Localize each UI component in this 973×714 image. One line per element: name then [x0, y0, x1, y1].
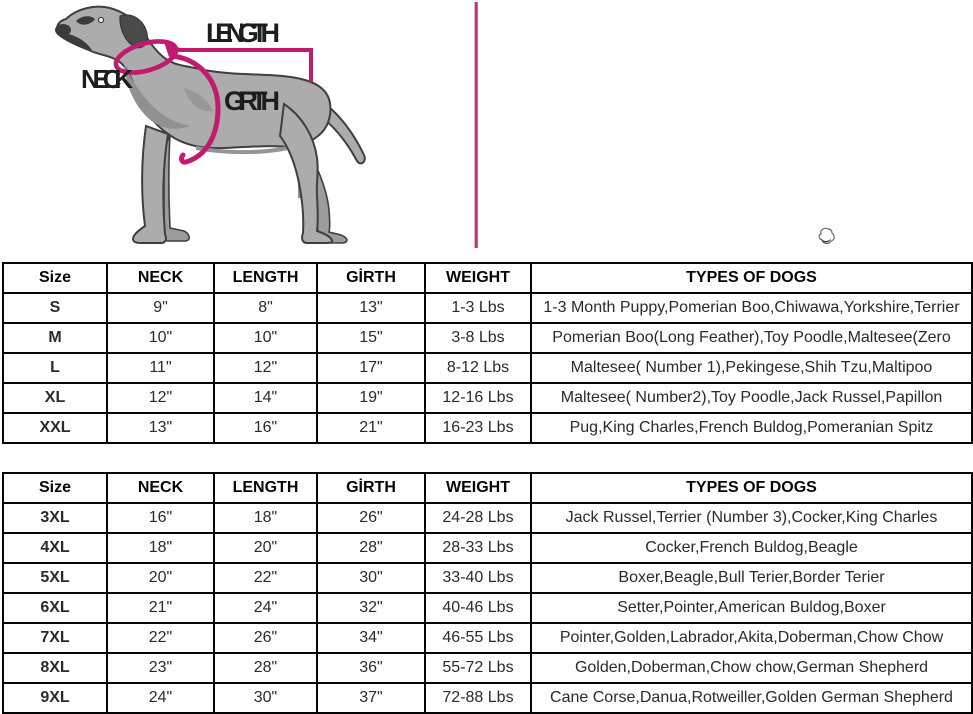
- types-cell: 1-3 Month Puppy,Pomerian Boo,Chiwawa,Yorkshire,Terrier: [531, 293, 972, 323]
- table-row: [3, 593, 972, 623]
- col-header-neck: NECK: [107, 473, 214, 503]
- size-cell: 6XL: [3, 593, 107, 623]
- neck-cell: 22": [107, 623, 214, 653]
- length-label: LENGTH: [206, 18, 280, 48]
- size-cell: 8XL: [3, 653, 107, 683]
- neck-cell: 11": [107, 353, 214, 383]
- types-cell: Golden,Doberman,Chow chow,German Shepherd: [531, 653, 972, 683]
- size-cell: 9XL: [3, 683, 107, 713]
- types-cell: Pug,King Charles,French Buldog,Pomeranian Spitz: [531, 413, 972, 443]
- weight-cell: 28-33 Lbs: [425, 533, 531, 563]
- weight-cell: 46-55 Lbs: [425, 623, 531, 653]
- weight-cell: 3-8 Lbs: [425, 323, 531, 353]
- table-row: [3, 653, 972, 683]
- length-cell: 10": [214, 323, 317, 353]
- col-header-types: TYPES OF DOGS: [531, 263, 972, 293]
- col-header-neck: NECK: [107, 263, 214, 293]
- length-cell: 16": [214, 413, 317, 443]
- weight-cell: 12-16 Lbs: [425, 383, 531, 413]
- col-header-types: TYPES OF DOGS: [531, 473, 972, 503]
- length-cell: 28": [214, 653, 317, 683]
- weight-cell: 1-3 Lbs: [425, 293, 531, 323]
- girth-cell: 17": [317, 353, 425, 383]
- col-header-girth: GİRTH: [317, 263, 425, 293]
- neck-cell: 9": [107, 293, 214, 323]
- large-sizes-table: [2, 472, 973, 714]
- table-row: [3, 623, 972, 653]
- table-row: [3, 413, 972, 443]
- table-row: [3, 353, 972, 383]
- dog-measurement-illustration: [0, 0, 973, 260]
- size-cell: 5XL: [3, 563, 107, 593]
- size-cell: XL: [3, 383, 107, 413]
- smudge-mark: [819, 228, 834, 243]
- types-cell: Maltesee( Number2),Toy Poodle,Jack Russel,Papillon: [531, 383, 972, 413]
- neck-cell: 13": [107, 413, 214, 443]
- size-cell: 4XL: [3, 533, 107, 563]
- table-row: [3, 323, 972, 353]
- types-cell: Setter,Pointer,American Buldog,Boxer: [531, 593, 972, 623]
- length-cell: 14": [214, 383, 317, 413]
- weight-cell: 8-12 Lbs: [425, 353, 531, 383]
- girth-cell: 37": [317, 683, 425, 713]
- types-cell: Cocker,French Buldog,Beagle: [531, 533, 972, 563]
- girth-cell: 19": [317, 383, 425, 413]
- girth-cell: 32": [317, 593, 425, 623]
- length-cell: 8": [214, 293, 317, 323]
- neck-cell: 21": [107, 593, 214, 623]
- length-cell: 20": [214, 533, 317, 563]
- neck-cell: 20": [107, 563, 214, 593]
- neck-cell: 10": [107, 323, 214, 353]
- length-cell: 26": [214, 623, 317, 653]
- table-row: [3, 533, 972, 563]
- types-cell: Cane Corse,Danua,Rotweiller,Golden German Shepherd: [531, 683, 972, 713]
- length-cell: 12": [214, 353, 317, 383]
- types-cell: Boxer,Beagle,Bull Terier,Border Terier: [531, 563, 972, 593]
- table-header-row: [3, 263, 972, 293]
- table-row: [3, 383, 972, 413]
- weight-cell: 72-88 Lbs: [425, 683, 531, 713]
- table-row: [3, 503, 972, 533]
- col-header-weight: WEIGHT: [425, 473, 531, 503]
- vertical-divider-line: [475, 2, 478, 248]
- types-cell: Pointer,Golden,Labrador,Akita,Doberman,Chow Chow: [531, 623, 972, 653]
- girth-cell: 13": [317, 293, 425, 323]
- small-sizes-table: [2, 262, 973, 444]
- size-cell: 7XL: [3, 623, 107, 653]
- neck-cell: 12": [107, 383, 214, 413]
- length-cell: 24": [214, 593, 317, 623]
- neck-label: NECK: [81, 64, 133, 94]
- girth-cell: 34": [317, 623, 425, 653]
- weight-cell: 16-23 Lbs: [425, 413, 531, 443]
- col-header-weight: WEIGHT: [425, 263, 531, 293]
- girth-label: GIRTH: [224, 86, 280, 116]
- neck-cell: 24": [107, 683, 214, 713]
- weight-cell: 33-40 Lbs: [425, 563, 531, 593]
- neck-cell: 16": [107, 503, 214, 533]
- col-header-size: Size: [3, 473, 107, 503]
- girth-cell: 21": [317, 413, 425, 443]
- col-header-girth: GİRTH: [317, 473, 425, 503]
- weight-cell: 55-72 Lbs: [425, 653, 531, 683]
- types-cell: Jack Russel,Terrier (Number 3),Cocker,King Charles: [531, 503, 972, 533]
- size-cell: M: [3, 323, 107, 353]
- types-cell: Maltesee( Number 1),Pekingese,Shih Tzu,Maltipoo: [531, 353, 972, 383]
- length-cell: 22": [214, 563, 317, 593]
- table-header-row: [3, 473, 972, 503]
- girth-cell: 26": [317, 503, 425, 533]
- neck-cell: 18": [107, 533, 214, 563]
- length-cell: 30": [214, 683, 317, 713]
- size-cell: L: [3, 353, 107, 383]
- girth-cell: 28": [317, 533, 425, 563]
- size-cell: XXL: [3, 413, 107, 443]
- weight-cell: 24-28 Lbs: [425, 503, 531, 533]
- col-header-length: LENGTH: [214, 473, 317, 503]
- neck-cell: 23": [107, 653, 214, 683]
- table-row: [3, 293, 972, 323]
- girth-cell: 15": [317, 323, 425, 353]
- size-cell: S: [3, 293, 107, 323]
- weight-cell: 40-46 Lbs: [425, 593, 531, 623]
- girth-cell: 30": [317, 563, 425, 593]
- table-row: [3, 563, 972, 593]
- girth-cell: 36": [317, 653, 425, 683]
- size-cell: 3XL: [3, 503, 107, 533]
- types-cell: Pomerian Boo(Long Feather),Toy Poodle,Maltesee(Zero: [531, 323, 972, 353]
- table-row: [3, 683, 972, 713]
- col-header-length: LENGTH: [214, 263, 317, 293]
- length-cell: 18": [214, 503, 317, 533]
- col-header-size: Size: [3, 263, 107, 293]
